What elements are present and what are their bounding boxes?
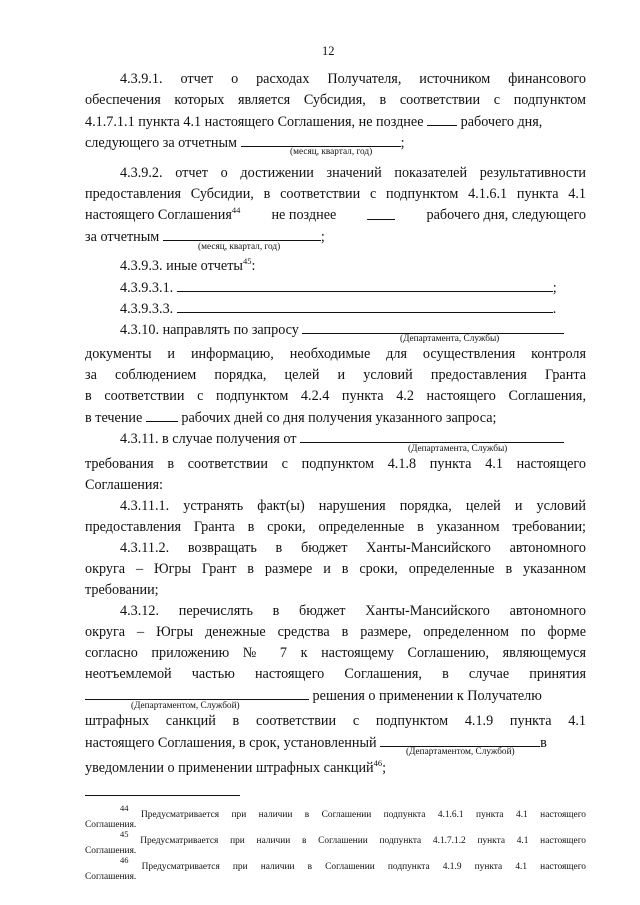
p4-line-5: в течение рабочих дней со дня получения указанного запроса; — [85, 410, 497, 426]
p8-line-4: неотъемлемой частью настоящего Соглашения, в случае принятия — [85, 666, 586, 682]
p8-line-6: штрафных санкций в соответствии с подпунктом 4.1.9 пункта 4.1 — [85, 713, 586, 729]
p7-line-2: округа – Югры Грант в размере и в сроки, определенные в указанном — [85, 561, 586, 577]
footnote-44-line-1: $^{44}$ Предусматривается при наличии в Соглашении подпункта 4.1.6.1 пункта 4.1 настоящего — [120, 803, 586, 820]
footnote-46-line-2: Соглашения. — [85, 872, 137, 882]
p3-1-line: 4.3.9.3.1. ; — [120, 280, 557, 296]
footnote-44-line-2: Соглашения. — [85, 820, 137, 830]
p1-line-1: 4.3.9.1. отчет о расходах Получателя, источником финансового — [120, 71, 586, 87]
p8-line-2: округа – Югры денежные средства в размере, определенном по форме — [85, 624, 586, 640]
p4-line-4: в соответствии с подпунктом 4.2.4 пункта 4.2 настоящего Соглашения, — [85, 388, 586, 404]
page-number: 12 — [322, 44, 335, 58]
p2-line-3: настоящего Соглашения$^{44}$ не позднее рабочего дня, следующего — [85, 205, 586, 223]
p6-line-2: предоставления Гранта в сроки, определенные в указанном требовании; — [85, 519, 586, 535]
p5-line-2: требования в соответствии с подпунктом 4.1.8 пункта 4.1 настоящего — [85, 456, 586, 472]
p5-line-1: 4.3.11. в случае получения от — [120, 430, 564, 448]
p8-line-5: решения о применении к Получателю — [85, 687, 542, 705]
p2-line-2: предоставления Субсидии, в соответствии с подпунктом 4.1.6.1 пункта 4.1 — [85, 186, 586, 202]
caption-dept-3: (Департаментом, Службой) — [131, 701, 240, 711]
p6-line-1: 4.3.11.1. устранять факт(ы) нарушения порядка, целей и условий — [120, 498, 586, 514]
p5-line-3: Соглашения: — [85, 477, 163, 493]
p8-line-8: уведомлении о применении штрафных санкций$^{46}$; — [85, 758, 387, 776]
footnote-46-line-1: $^{46}$ Предусматривается при наличии в Соглашении подпункта 4.1.9 пункта 4.1 настоящего — [120, 855, 586, 872]
p3-2-line: 4.3.9.3.3. . — [120, 301, 557, 317]
p8-line-7: настоящего Соглашения, в срок, установленный в — [85, 735, 547, 751]
caption-period-2: (месяц, квартал, год) — [198, 242, 281, 252]
caption-dept-1: (Департамента, Службы) — [400, 334, 500, 344]
p2-line-4: за отчетным ; — [85, 229, 325, 245]
p1-line-2: обеспечения которых является Субсидия, в соответствии с подпунктом — [85, 92, 586, 108]
p8-line-3: согласно приложению № 7 к настоящему Соглашению, являющемуся — [85, 645, 586, 661]
p4-line-1: 4.3.10. направлять по запросу — [120, 321, 564, 339]
p7-line-3: требовании; — [85, 582, 159, 598]
p2-line-1: 4.3.9.2. отчет о достижении значений показателей результативности — [120, 165, 586, 181]
p3-line: 4.3.9.3. иные отчеты$^{45}$: — [120, 256, 256, 274]
caption-dept-2: (Департамента, Службы) — [408, 444, 508, 454]
footnote-45-line-1: $^{45}$ Предусматривается при наличии в Соглашении подпункта 4.1.7.1.2 пункта 4.1 настоящего — [120, 829, 586, 846]
footnote-rule — [85, 795, 240, 796]
p4-line-3: за соблюдением порядка, целей и условий предоставления Гранта — [85, 367, 586, 383]
caption-period-1: (месяц, квартал, год) — [290, 147, 373, 157]
footnote-45-line-2: Соглашения. — [85, 846, 137, 856]
p1-line-4: следующего за отчетным ; — [85, 135, 405, 151]
p8-line-1: 4.3.12. перечислять в бюджет Ханты-Мансийского автономного — [120, 603, 586, 619]
p7-line-1: 4.3.11.2. возвращать в бюджет Ханты-Мансийского автономного — [120, 540, 586, 556]
p4-line-2: документы и информацию, необходимые для осуществления контроля — [85, 346, 586, 362]
caption-dept-4: (Департаментом, Службой) — [406, 747, 515, 757]
p1-line-3: 4.1.7.1.1 пункта 4.1 настоящего Соглашения, не позднее рабочего дня, — [85, 114, 543, 130]
